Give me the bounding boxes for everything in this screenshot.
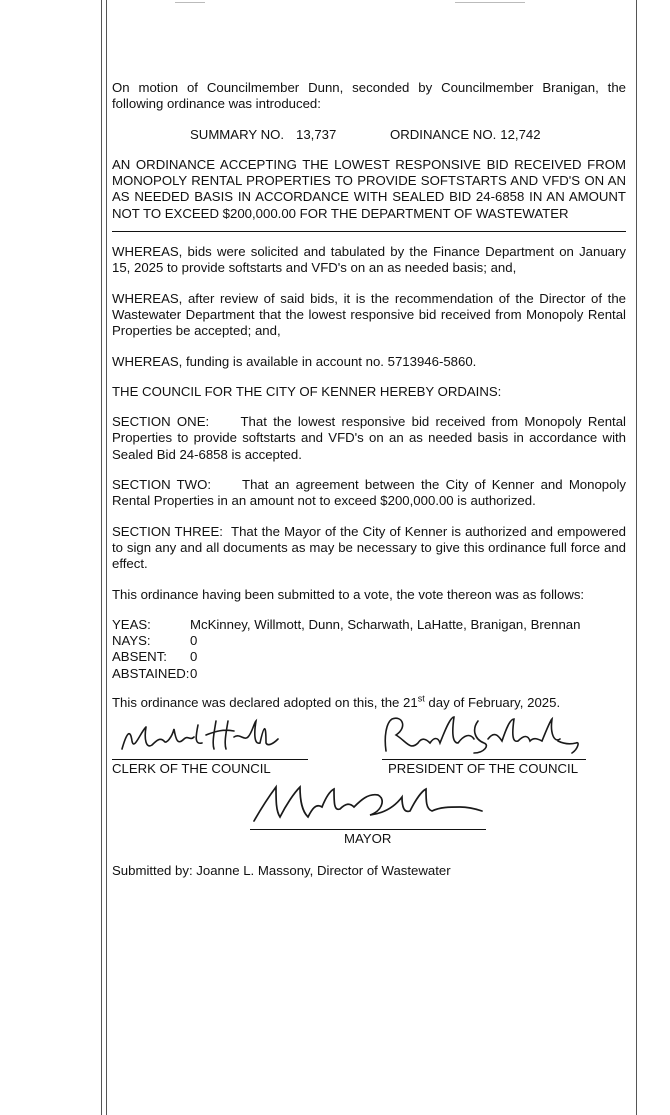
abstained-value: 0 (190, 665, 198, 681)
section-three: SECTION THREE: That the Mayor of the City of Kenner is authorized and empowered to sign any and all documents as may be necessary to give this ordinance full force and effect. (112, 523, 630, 572)
ordinance-label: ORDINANCE NO. (390, 126, 497, 142)
vote-tally (112, 617, 626, 682)
president-signature (378, 713, 588, 765)
absent-value: 0 (190, 649, 198, 665)
adoption-ordinal: st (417, 693, 425, 704)
document-body (112, 80, 630, 880)
top-scan-mark (175, 2, 205, 3)
whereas-clause: WHEREAS, funding is available in account no. 5713946-5860. (112, 353, 477, 369)
left-margin-line (106, 0, 107, 1115)
summary-number: 13,737 (296, 126, 337, 142)
vote-intro: This ordinance having been submitted to a vote, the vote thereon was as follows: (112, 586, 585, 602)
clerk-title: CLERK OF THE COUNCIL (112, 761, 271, 777)
adoption-text-rest: day of February, 2025. (424, 695, 561, 711)
clerk-signature (116, 715, 286, 759)
ordains-statement: THE COUNCIL FOR THE CITY OF KENNER HEREBY ORDAINS: (112, 383, 502, 399)
mayor-title: MAYOR (344, 831, 392, 847)
intro-paragraph: On motion of Councilmember Dunn, seconded by Councilmember Branigan, the following ordinance was introduced: (112, 80, 626, 112)
ordinance-number: 12,742 (500, 126, 541, 142)
yeas-value: McKinney, Willmott, Dunn, Scharwath, LaHatte, Branigan, Brennan (190, 616, 581, 632)
whereas-clause: WHEREAS, after review of said bids, it is the recommendation of the Director of the Wastewater Department that the lowest responsive bid received from Monopoly Rental Properties be accepted; and, (112, 290, 626, 339)
ordinance-title: AN ORDINANCE ACCEPTING THE LOWEST RESPONSIVE BID RECEIVED FROM MONOPOLY RENTAL PROPERTIES TO PROVIDE SOFTSTARTS AND VFD'S ON AN AS NEEDED BASIS IN ACCORDANCE WITH SEALED BID 24-6858 IN AN AMOUNT NOT TO EXCEED $200,000.00 FOR THE DEPARTMENT OF WASTEWATER (112, 156, 626, 221)
adoption-text: This ordinance was declared adopted on this, the 21 (112, 695, 418, 711)
mayor-signature (246, 777, 486, 833)
left-margin-line (101, 0, 102, 1115)
right-margin-line (636, 0, 637, 1115)
whereas-clause: WHEREAS, bids were solicited and tabulated by the Finance Department on January 15, 2025 to provide softstarts and VFD's on an as needed basis; and, (112, 244, 626, 276)
abstained-label: ABSTAINED: (112, 665, 190, 681)
nays-value: 0 (190, 633, 198, 649)
summary-ordinance-line (112, 127, 626, 143)
signature-block (112, 711, 626, 851)
submitted-by: Submitted by: Joanne L. Massony, Director of Wastewater (112, 863, 451, 879)
section-two: SECTION TWO: That an agreement between the City of Kenner and Monopoly Rental Properties in an amount not to exceed $200,000.00 is authorized. (112, 477, 630, 509)
yeas-label: YEAS: (112, 616, 151, 632)
summary-label: SUMMARY NO. (190, 126, 285, 142)
clerk-signature-line (112, 759, 308, 760)
absent-label: ABSENT: (112, 649, 167, 665)
president-title: PRESIDENT OF THE COUNCIL (388, 761, 579, 777)
section-one: SECTION ONE: That the lowest responsive bid received from Monopoly Rental Properties to provide softstarts and VFD's on an as needed basis in accordance with Sealed Bid 24-6858 is accepted. (112, 414, 630, 462)
mayor-signature-line (250, 829, 486, 830)
adoption-statement (112, 695, 626, 711)
nays-label: NAYS: (112, 633, 151, 649)
president-signature-line (382, 759, 586, 760)
top-scan-mark (455, 2, 525, 3)
